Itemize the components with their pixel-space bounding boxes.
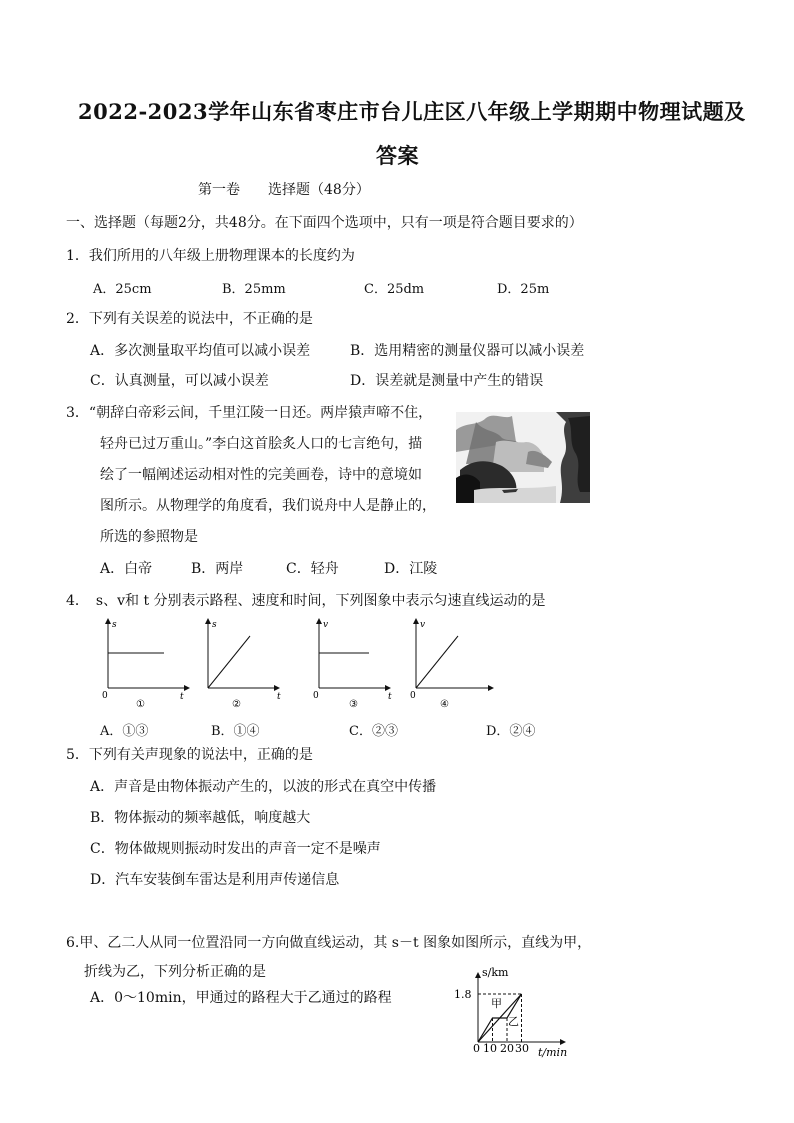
q4-graph-4-line <box>416 636 458 688</box>
q6-st-chart <box>448 962 580 1062</box>
q4-graph-2-x-axis: t <box>277 692 281 702</box>
q4-graph-3-origin: 0 <box>313 691 319 701</box>
q3-option-a: A．白帝 <box>100 561 153 577</box>
doc-title-line2: 答案 <box>376 143 419 168</box>
q3-option-c: C．轻舟 <box>286 561 339 577</box>
q6-option-a: A．0～10min，甲通过的路程大于乙通过的路程 <box>90 990 392 1006</box>
q3-line-5: 所选的参照物是 <box>100 529 198 545</box>
q5-option-a: A．声音是由物体振动产生的，以波的形式在真空中传播 <box>90 779 437 795</box>
q4-graph-4-y-axis: v <box>420 620 426 630</box>
q3-line-3: 绘了一幅阐述运动相对性的完美画卷，诗中的意境如 <box>100 467 422 483</box>
q4-graph-3-label: ③ <box>349 699 358 710</box>
q5-option-c: C．物体做规则振动时发出的声音一定不是噪声 <box>90 841 381 857</box>
q2-option-d: D．误差就是测量中产生的错误 <box>350 373 544 389</box>
q4-graph-2 <box>198 618 290 712</box>
q6-x-tick-0: 0 <box>473 1042 480 1055</box>
q5-stem: 5．下列有关声现象的说法中，正确的是 <box>66 747 313 763</box>
part-heading: 第一卷 选择题（48分） <box>198 182 370 198</box>
q1-option-d: D．25m <box>497 282 550 297</box>
q1-stem: 1．我们所用的八年级上册物理课本的长度约为 <box>66 248 355 264</box>
q1-option-b: B．25mm <box>222 282 286 297</box>
q6-x-tick-20: 20 <box>500 1042 514 1055</box>
q2-option-c: C．认真测量，可以减小误差 <box>90 373 269 389</box>
q6-label-yi: 乙 <box>508 1015 519 1028</box>
q3-option-b: B．两岸 <box>191 561 244 577</box>
doc-title-line1: 2022-2023学年山东省枣庄市台儿庄区八年级上学期期中物理试题及 <box>78 99 746 124</box>
q4-graph-4 <box>406 618 498 712</box>
q4-graph-1 <box>98 618 190 712</box>
q4-graph-4-label: ④ <box>440 699 449 710</box>
section-heading: 一、选择题（每题2分，共48分。在下面四个选项中，只有一项是符合题目要求的） <box>66 215 583 231</box>
q1-option-c: C．25dm <box>364 282 425 297</box>
q6-stem-line2: 折线为乙，下列分析正确的是 <box>84 964 266 980</box>
q4-graph-1-origin: 0 <box>102 691 108 701</box>
q3-line-1: 3．“朝辞白帝彩云间，千里江陵一日还。两岸猿声啼不住， <box>66 405 433 421</box>
q4-graph-3-x-axis: t <box>388 692 392 702</box>
q6-x-tick-30: 30 <box>515 1042 529 1055</box>
q4-option-c: C．②③ <box>349 724 398 739</box>
q3-line-2: 轻舟已过万重山。”李白这首脍炙人口的七言绝句，描 <box>100 436 423 452</box>
q4-option-d: D．②④ <box>486 724 536 739</box>
q4-graph-1-y-axis: s <box>112 620 117 630</box>
q4-graph-4-origin: 0 <box>410 691 416 701</box>
q4-graph-2-label: ② <box>232 699 241 710</box>
q6-y-axis-label: s/km <box>482 966 509 979</box>
q4-graph-3 <box>309 618 401 712</box>
q4-graph-3-y-axis: v <box>323 620 329 630</box>
q4-graph-1-label: ① <box>136 699 145 710</box>
q6-label-jia: 甲 <box>491 997 502 1010</box>
q2-option-b: B．选用精密的测量仪器可以减小误差 <box>350 343 585 359</box>
q6-stem-line1: 6.甲、乙二人从同一位置沿同一方向做直线运动，其 s－t 图象如图所示，直线为甲， <box>66 935 592 951</box>
q4-graph-2-y-axis: s <box>212 620 217 630</box>
q5-option-d: D．汽车安装倒车雷达是利用声传递信息 <box>90 872 340 888</box>
q2-option-a: A．多次测量取平均值可以减小误差 <box>90 343 311 359</box>
q1-option-a: A．25cm <box>93 282 152 297</box>
q6-x-axis-label: t/min <box>538 1046 568 1059</box>
q4-option-a: A．①③ <box>100 724 149 739</box>
q6-x-tick-10: 10 <box>483 1042 497 1055</box>
q3-line-4: 图所示。从物理学的角度看，我们说舟中人是静止的， <box>100 498 436 514</box>
q4-graph-1-x-axis: t <box>180 692 184 702</box>
landscape-painting <box>456 412 590 503</box>
q2-stem: 2．下列有关误差的说法中，不正确的是 <box>66 311 313 327</box>
q4-graph-2-line <box>208 636 250 688</box>
q3-option-d: D．江陵 <box>384 561 438 577</box>
q5-option-b: B．物体振动的频率越低，响度越大 <box>90 810 311 826</box>
q6-y-tick-18: 1.8 <box>454 988 472 1001</box>
q4-option-b: B．①④ <box>211 724 260 739</box>
q4-stem: 4． s、v和 t 分别表示路程、速度和时间，下列图象中表示匀速直线运动的是 <box>66 593 546 609</box>
